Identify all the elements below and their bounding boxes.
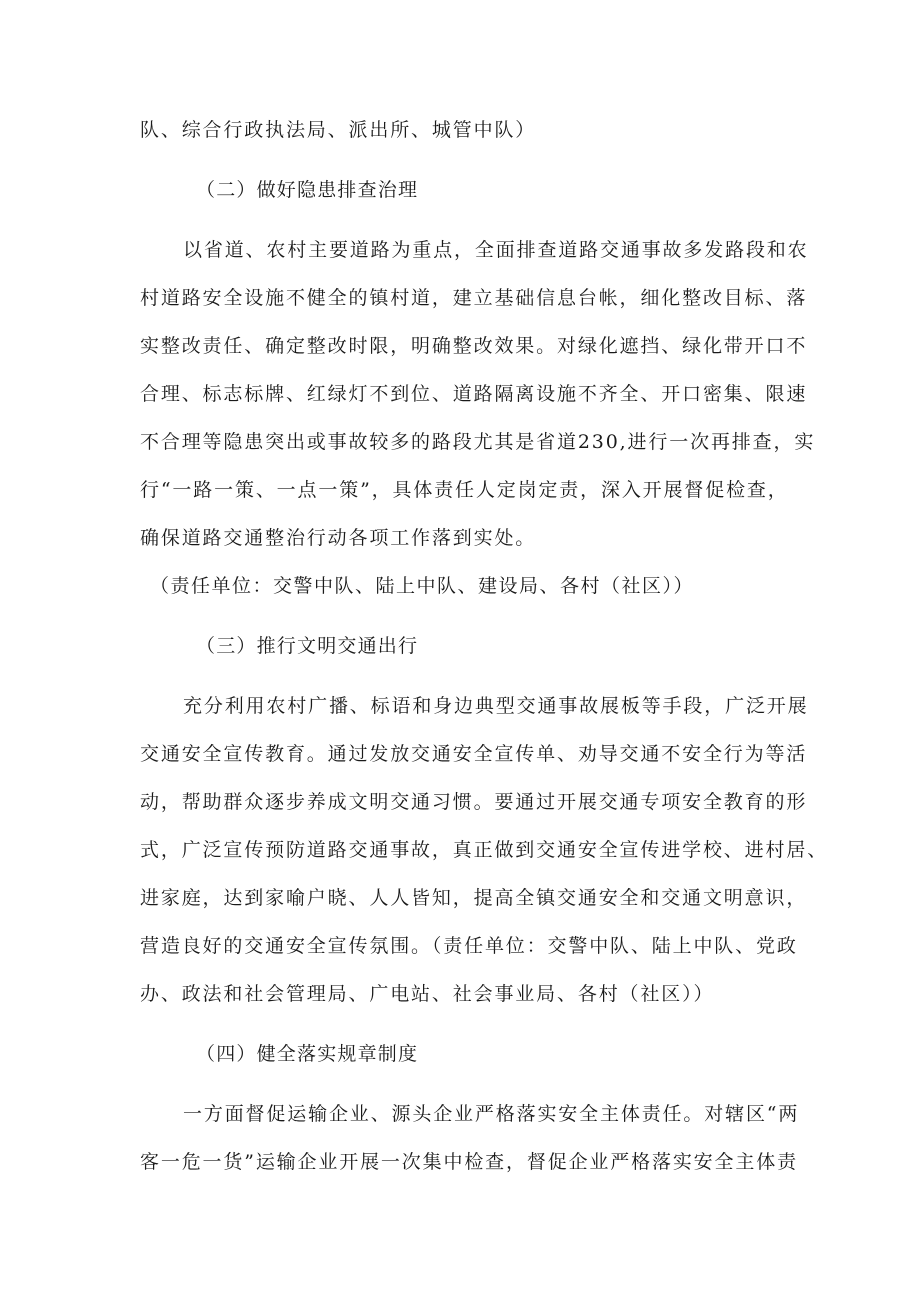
paragraph-line: 一方面督促运输企业、源头企业严格落实安全主体责任。对辖区“两 — [183, 1103, 800, 1125]
paragraph-line: 充分利用农村广播、标语和身边典型交通事故展板等手段，广泛开展 — [183, 695, 809, 717]
paragraph-line: 营造良好的交通安全宣传氛围。（责任单位：交警中队、陆上中队、党政 — [140, 935, 798, 957]
paragraph-line: 队、综合行政执法局、派出所、城管中队） — [140, 119, 537, 141]
paragraph-line: 合理、标志标牌、红绿灯不到位、道路隔离设施不齐全、开口密集、限速 — [140, 383, 808, 405]
paragraph-line: 式，广泛宣传预防道路交通事故，真正做到交通安全宣传进学校、进村居、 — [140, 839, 829, 861]
paragraph-line: 以省道、农村主要道路为重点，全面排查道路交通事故多发路段和农 — [183, 239, 809, 261]
section-heading: （二）做好隐患排查治理 — [196, 179, 419, 201]
section-heading: （四）健全落实规章制度 — [196, 1043, 419, 1065]
paragraph-line: 交通安全宣传教育。通过发放交通安全宣传单、劝导交通不安全行为等活 — [140, 743, 808, 765]
paragraph-line: 确保道路交通整治行动各项工作落到实处。 — [140, 527, 537, 549]
paragraph-line: 办、政法和社会管理局、广电站、社会事业局、各村（社区）） — [140, 983, 715, 1005]
responsible-units-line: （责任单位：交警中队、陆上中队、建设局、各村（社区）） — [150, 575, 695, 597]
paragraph-line: 不合理等隐患突出或事故较多的路段尤其是省道230,进行一次再排查，实 — [140, 431, 816, 453]
paragraph-line: 进家庭，达到家喻户晓、人人皆知，提高全镇交通安全和交通文明意识， — [140, 887, 808, 909]
section-heading: （三）推行文明交通出行 — [196, 635, 419, 657]
paragraph-line: 实整改责任、确定整改时限，明确整改效果。对绿化遮挡、绿化带开口不 — [140, 335, 808, 357]
paragraph-line: 村道路安全设施不健全的镇村道，建立基础信息台帐，细化整改目标、落 — [140, 287, 808, 309]
paragraph-line: 客一危一货”运输企业开展一次集中检查，督促企业严格落实安全主体责 — [140, 1151, 798, 1173]
paragraph-line: 动，帮助群众逐步养成文明交通习惯。要通过开展交通专项安全教育的形 — [140, 791, 808, 813]
paragraph-line: 行“一路一策、一点一策”，具体责任人定岗定责，深入开展督促检查， — [140, 479, 789, 501]
